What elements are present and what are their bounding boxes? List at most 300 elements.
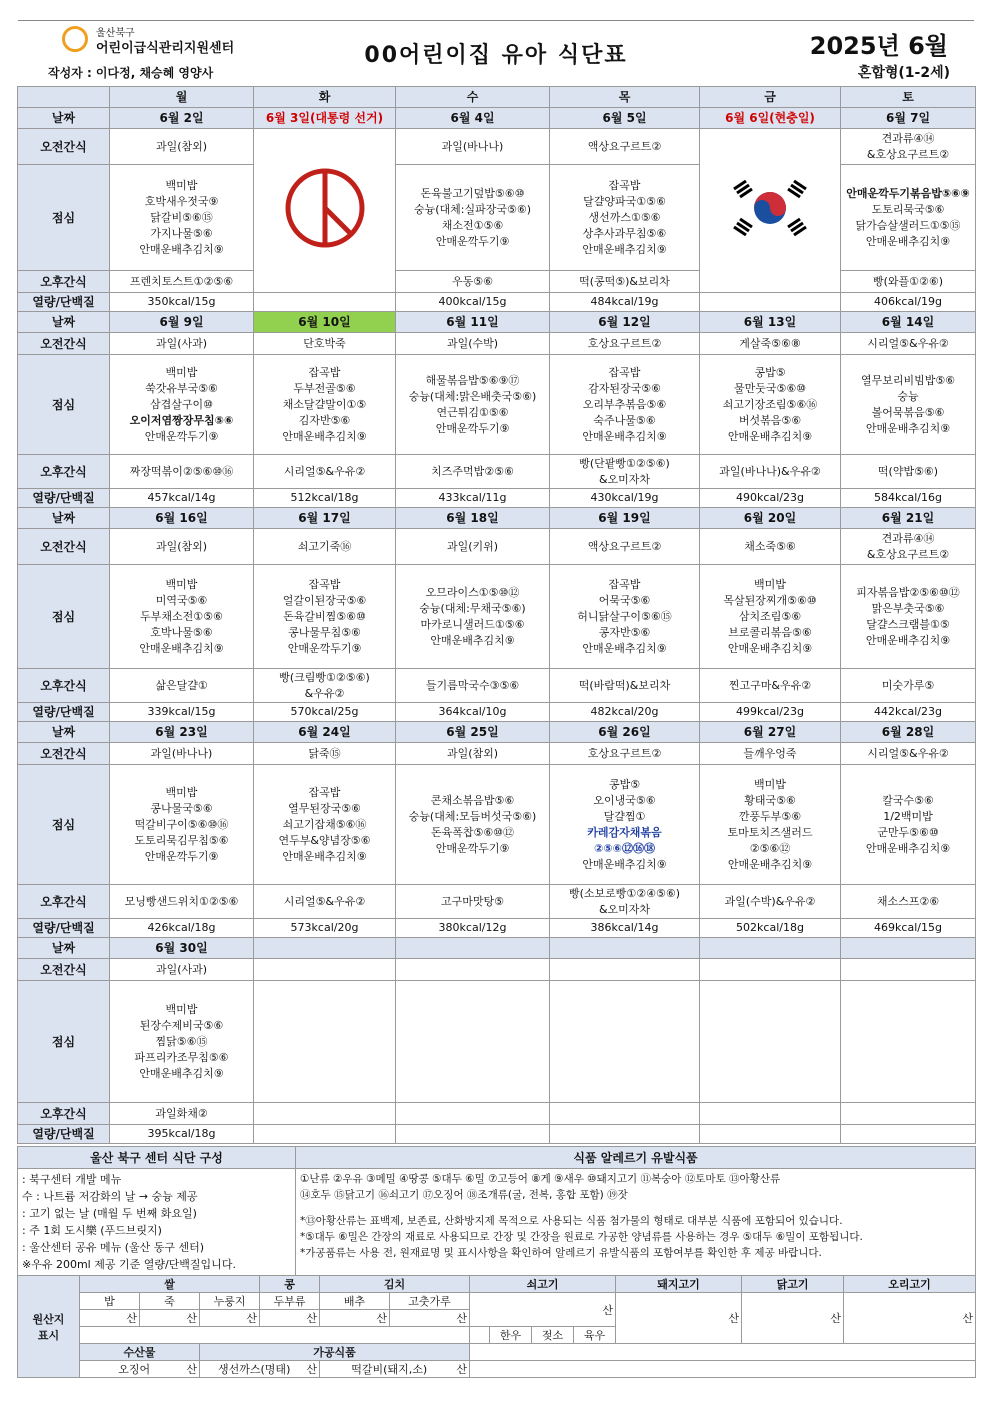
menu-item: 돈육갈비찜⑤⑥⑩ [283,609,366,623]
lunch-cell [110,165,254,271]
menu-item: 어묵국⑤⑥ [598,593,651,607]
menu-item: 달걀찜① [603,809,646,823]
legend-line: : 울산센터 공유 메뉴 (울산 동구 센터) [22,1241,205,1254]
legend-right-body [296,1169,976,1276]
pm-snack-cell: 치즈주먹밥②⑤⑥ [396,455,550,489]
menu-item: 카레감자채볶음 [587,825,662,839]
origin-value: 산 [844,1293,976,1344]
lunch-cell [700,565,841,669]
origin-chicken: 닭고기 [742,1276,844,1293]
day-header-thu: 목 [550,87,700,108]
lunch-cell [254,565,396,669]
legend-left-body [18,1169,296,1276]
origin-seafood: 수산물 [80,1344,200,1361]
lunch-cell [254,355,396,455]
menu-item: 닭갈비⑤⑥⑮ [150,210,213,224]
legend-table [17,1146,976,1276]
origin-value: 산 [260,1310,320,1327]
date-cell [254,938,396,959]
origin-value: 산 [742,1293,844,1344]
pm-snack-cell: 떡(콩떡⑤)&보리차 [550,271,700,293]
menu-item: 미역국⑤⑥ [155,593,208,607]
origin-value: 산 [470,1293,616,1327]
am-snack-cell [841,959,976,981]
menu-item: 쇠고기장조림⑤⑥⑯ [722,397,818,411]
am-snack-cell: 게살죽⑤⑥⑧ [700,333,841,355]
date-cell [396,938,550,959]
lunch-cell [700,355,841,455]
lunch-cell [550,765,700,885]
lunch-cell [254,981,396,1103]
menu-item: 연근튀김①⑤⑥ [436,405,509,419]
row-label-energy: 열량/단백질 [18,919,110,938]
row-label-date: 날짜 [18,722,110,743]
menu-item: 김자반⑤⑥ [298,413,351,427]
row-label-date: 날짜 [18,938,110,959]
menu-item: 잡곡밥 [308,577,341,591]
date-cell: 6월 4일 [396,108,550,129]
menu-item: 허니닭살구이⑤⑥⑮ [577,609,672,623]
menu-item: 백미밥 [754,577,786,591]
pm-snack-cell [550,455,700,489]
org-name: 어린이급식관리지원센터 [96,41,235,56]
pm-snack-cell: 과일화채② [110,1103,254,1125]
lunch-cell [841,981,976,1103]
day-header-fri: 금 [700,87,841,108]
origin-value: 산 [390,1310,470,1327]
lunch-cell [550,981,700,1103]
meal-plan-table [17,86,976,1144]
am-snack-cell [700,959,841,981]
row-label-am-snack: 오전간식 [18,743,110,765]
menu-item: 안매운배추김치⑨ [727,641,813,655]
am-snack-cell [550,959,700,981]
cell-text-line: 빵(소보로빵①②④⑤⑥) [568,886,681,900]
am-snack-cell: 과일(참외) [110,529,254,565]
origin-item: 밥 [80,1293,140,1310]
origin-processed-item: 생선까스(명태) 산 [200,1361,320,1378]
menu-item: 콩나물국⑤⑥ [150,801,213,815]
am-snack-cell: 들깨우엉죽 [700,743,841,765]
origin-table [17,1275,976,1378]
menu-item: 잡곡밥 [608,178,641,192]
origin-value: 산 [80,1310,140,1327]
date-cell: 6월 9일 [110,312,254,333]
menu-item: 백미밥 [165,178,198,192]
menu-item: 안매운배추김치⑨ [430,633,515,647]
lunch-cell [700,765,841,885]
energy-cell: 469kcal/15g [841,919,976,938]
menu-item: 안매운배추김치⑨ [865,633,951,647]
energy-cell: 350kcal/15g [110,293,254,312]
am-snack-cell: 닭죽⑮ [254,743,396,765]
menu-item: 오므라이스①⑤⑩⑫ [425,585,520,599]
menu-item: 된장수제비국⑤⑥ [139,1018,224,1032]
pm-snack-cell: 빵(와플①②⑥) [841,271,976,293]
pm-snack-cell: 떡(바람떡)&보리차 [550,669,700,703]
lunch-cell [110,981,254,1103]
pm-snack-cell: 모닝빵샌드위치①②⑤⑥ [110,885,254,919]
pm-snack-cell: 찐고구마&우유② [700,669,841,703]
row-label-lunch: 점심 [18,165,110,271]
energy-cell: 484kcal/19g [550,293,700,312]
origin-seafood-item: 오징어 산 [80,1361,200,1378]
row-label-date: 날짜 [18,508,110,529]
row-label-am-snack: 오전간식 [18,129,110,165]
am-snack-cell [841,529,976,565]
date-cell [841,938,976,959]
menu-item: 오리부추볶음⑤⑥ [582,397,667,411]
row-label-pm-snack: 오후간식 [18,669,110,703]
menu-item: 오이냉국⑤⑥ [593,793,656,807]
lunch-cell [550,165,700,271]
menu-item: 호박나물⑤⑥ [150,625,213,639]
menu-item: 맑은부춧국⑤⑥ [871,601,945,615]
pm-snack-cell: 과일(바나나)&우유② [700,455,841,489]
date-cell: 6월 20일 [700,508,841,529]
menu-item: 찜닭⑤⑥⑮ [155,1034,208,1048]
pm-snack-cell [550,1103,700,1125]
lunch-cell [550,565,700,669]
lunch-cell [841,355,976,455]
menu-item: 삼겹살구이⑩ [150,397,213,411]
menu-item: 잡곡밥 [308,785,341,799]
date-cell: 6월 14일 [841,312,976,333]
pm-snack-cell [550,885,700,919]
cell-text-line: &오미자차 [598,902,651,916]
date-cell: 6월 3일(대통령 선거) [254,108,396,129]
pm-snack-cell: 프렌치토스트①②⑤⑥ [110,271,254,293]
menu-item: 숭늉(대체:실파장국⑤⑥) [413,202,532,216]
row-label-energy: 열량/단백질 [18,293,110,312]
day-header-sat: 토 [841,87,976,108]
row-label-pm-snack: 오후간식 [18,455,110,489]
footer-section [17,1146,975,1382]
energy-cell [254,1125,396,1144]
origin-value: 산 [140,1310,200,1327]
pm-snack-cell: 삶은달걀① [110,669,254,703]
row-label-lunch: 점심 [18,765,110,885]
allergen-note: *⑤대두 ⑥밀은 간장의 재료로 사용되므로 간장 및 간장을 원료로 가공한 양념류를 사용하는 경우 ⑤대두 ⑥밀이 포함됩니다. [300,1231,863,1243]
day-header-mon: 월 [110,87,254,108]
row-label-date: 날짜 [18,108,110,129]
page-title: 00어린이집 유아 식단표 [364,43,628,68]
menu-item: 두부채소전①⑤⑥ [140,609,223,623]
energy-cell: 380kcal/12g [396,919,550,938]
pm-snack-cell [700,1103,841,1125]
row-label-pm-snack: 오후간식 [18,271,110,293]
menu-item: 안매운배추김치⑨ [865,421,951,435]
election-holiday-cell [254,129,396,293]
menu-item: 안매운깍두기⑨ [435,421,510,435]
menu-item: 상추사과무침⑤⑥ [582,226,667,240]
energy-cell [396,1125,550,1144]
row-label-am-snack: 오전간식 [18,959,110,981]
cell-text-line: 견과류④⑭ [881,131,935,145]
origin-item: 젖소 [532,1327,574,1344]
date-cell: 6월 24일 [254,722,396,743]
energy-cell: 512kcal/18g [254,489,396,508]
pm-snack-cell: 고구마맛탕⑤ [396,885,550,919]
am-snack-cell: 과일(사과) [110,333,254,355]
energy-cell [841,1125,976,1144]
lunch-cell [396,165,550,271]
menu-item: 숭늉(대체:무채국⑤⑥) [419,601,526,615]
menu-item: 백미밥 [165,365,198,379]
date-cell: 6월 5일 [550,108,700,129]
row-label-pm-snack: 오후간식 [18,1103,110,1125]
menu-item: 안매운배추김치⑨ [865,841,951,855]
origin-processed: 가공식품 [200,1344,470,1361]
menu-item: 안매운깍두기⑨ [435,234,510,248]
date-cell: 6월 25일 [396,722,550,743]
origin-empty [470,1361,976,1378]
korean-flag-icon [720,173,820,243]
menu-item: 생선까스①⑤⑥ [588,210,661,224]
energy-cell: 430kcal/19g [550,489,700,508]
energy-cell: 490kcal/23g [700,489,841,508]
day-header-tue: 화 [254,87,396,108]
lunch-cell [396,765,550,885]
pm-snack-cell: 시리얼⑤&우유② [254,455,396,489]
menu-item: 잡곡밥 [608,577,641,591]
origin-item: 고춧가루 [390,1293,470,1310]
menu-item: 백미밥 [165,577,198,591]
pm-snack-cell: 채소스프②⑥ [841,885,976,919]
menu-item: 돈육폭찹⑤⑥⑩⑫ [430,825,515,839]
am-snack-cell: 단호박죽 [254,333,396,355]
menu-item: 안매운깍두기⑨ [435,841,510,855]
lunch-cell [700,981,841,1103]
menu-item: 해물볶음밥⑤⑥⑨⑰ [425,373,520,387]
lunch-cell [550,355,700,455]
am-snack-cell: 과일(사과) [110,959,254,981]
legend-left-title: 울산 북구 센터 식단 구성 [18,1147,296,1169]
energy-cell: 573kcal/20g [254,919,396,938]
menu-item: 안매운배추김치⑨ [582,429,667,443]
menu-item: ②⑤⑥⑫⑯⑱ [594,841,655,855]
origin-beef: 쇠고기 [470,1276,616,1293]
author-line: 작성자 : 이다정, 채승혜 영양사 [48,66,214,80]
energy-cell: 457kcal/14g [110,489,254,508]
cell-text-line: &호상요구르트② [866,547,950,561]
row-label-pm-snack: 오후간식 [18,885,110,919]
date-cell: 6월 2일 [110,108,254,129]
energy-cell: 400kcal/15g [396,293,550,312]
menu-item: 백미밥 [165,785,198,799]
menu-item: 숭늉(대체:모듬버섯국⑤⑥) [408,809,537,823]
menu-item: 쑥갓유부국⑤⑥ [145,381,218,395]
lunch-cell [110,355,254,455]
energy-cell [550,1125,700,1144]
energy-cell: 570kcal/25g [254,703,396,722]
lunch-cell [841,165,976,271]
menu-item: 볼어묵볶음⑤⑥ [871,405,945,419]
org-small-label: 울산북구 [96,28,135,39]
row-label-energy: 열량/단백질 [18,489,110,508]
origin-kimchi: 김치 [320,1276,470,1293]
menu-item: 열무된장국⑤⑥ [288,801,361,815]
am-snack-cell: 호상요구르트② [550,743,700,765]
menu-item: 안매운배추김치⑨ [282,849,367,863]
energy-cell [700,1125,841,1144]
menu-item: 마카로니샐러드①⑤⑥ [420,617,525,631]
origin-item: 두부류 [260,1293,320,1310]
menu-item: 콩밥⑤ [754,365,786,379]
menu-item: 안매운배추김치⑨ [139,242,224,256]
menu-item: 도토리묵김무침⑤⑥ [134,833,229,847]
menu-item: 목살된장찌개⑤⑥⑩ [723,593,817,607]
pm-snack-cell: 떡(약밥⑤⑥) [841,455,976,489]
legend-line: : 북구센터 개발 메뉴 [22,1173,122,1186]
energy-cell: 395kcal/18g [110,1125,254,1144]
menu-item: 숭늉(대체:맑은배춧국⑤⑥) [408,389,537,403]
menu-item: 깐풍두부⑤⑥ [738,809,802,823]
lunch-cell [110,565,254,669]
origin-value: 산 [200,1310,260,1327]
row-label-energy: 열량/단백질 [18,1125,110,1144]
am-snack-cell: 과일(바나나) [110,743,254,765]
origin-empty [80,1327,470,1344]
menu-item: 안매운깍두기볶음밥⑤⑥⑨ [846,186,970,200]
am-snack-cell: 과일(참외) [110,129,254,165]
origin-item: 배추 [320,1293,390,1310]
menu-item: 채소달걀말이①⑤ [282,397,367,411]
cell-text-line: 빵(크림빵①②⑤⑥) [279,670,370,684]
menu-item: 삼치조림⑤⑥ [738,609,802,623]
lunch-cell [254,765,396,885]
menu-item: 콘채소볶음밥⑤⑥ [430,793,515,807]
energy-cell: 433kcal/11g [396,489,550,508]
row-label-lunch: 점심 [18,981,110,1103]
menu-item: 도토리묵국⑤⑥ [871,202,945,216]
origin-value: 산 [616,1293,742,1344]
date-cell: 6월 13일 [700,312,841,333]
origin-rice: 쌀 [80,1276,260,1293]
date-cell: 6월 27일 [700,722,841,743]
year-month-title: 2025년 6월 [809,32,948,60]
am-snack-cell: 액상요구르트② [550,129,700,165]
cell-text-line: 빵(단팥빵①②⑤⑥) [579,456,670,470]
legend-line: ※우유 200ml 제공 기준 열량/단백질입니다. [22,1258,236,1271]
menu-item: 닭가슴살샐러드①⑤⑮ [855,218,961,232]
date-cell: 6월 11일 [396,312,550,333]
date-cell: 6월 19일 [550,508,700,529]
origin-item: 누룽지 [200,1293,260,1310]
menu-item: 채소전①⑤⑥ [441,218,504,232]
menu-item: 숭늉 [897,389,919,403]
cell-text-line: 견과류④⑭ [881,531,935,545]
date-cell: 6월 17일 [254,508,396,529]
date-cell: 6월 28일 [841,722,976,743]
menu-type: 혼합형(1-2세) [857,65,950,81]
menu-item: 돈육불고기덮밥⑤⑥⑩ [420,186,525,200]
energy-cell: 502kcal/18g [700,919,841,938]
legend-line: 수 : 나트륨 저감화의 날 → 숭늉 제공 [22,1190,198,1203]
menu-item: 잡곡밥 [608,365,641,379]
day-header-wed: 수 [396,87,550,108]
row-label-energy: 열량/단백질 [18,703,110,722]
date-cell: 6월 23일 [110,722,254,743]
cell-text-line: &오미자차 [598,472,651,486]
origin-bean: 콩 [260,1276,320,1293]
allergen-note: *⑬아황산류는 표백제, 보존료, 산화방지제 목적으로 사용되는 식품 첨가물의 형태로 대부분 식품에 포함되어 있습니다. [300,1215,843,1227]
am-snack-cell [396,959,550,981]
am-snack-cell [254,959,396,981]
energy-cell: 442kcal/23g [841,703,976,722]
menu-item: 안매운배추김치⑨ [727,857,813,871]
menu-item: 열무보리비빔밥⑤⑥ [860,373,956,387]
menu-item: 브로콜리볶음⑤⑥ [728,625,812,639]
am-snack-cell: 시리얼⑤&우유② [841,333,976,355]
menu-item: 콩자반⑤⑥ [598,625,651,639]
am-snack-cell: 액상요구르트② [550,529,700,565]
date-cell: 6월 16일 [110,508,254,529]
legend-line: : 주 1회 도시樂 (푸드브릿지) [22,1224,162,1237]
am-snack-cell: 과일(키위) [396,529,550,565]
menu-item: 떡갈비구이⑤⑥⑩⑯ [134,817,229,831]
row-label-lunch: 점심 [18,355,110,455]
menu-item: 안매운배추김치⑨ [865,234,951,248]
cell-text-line: &호상요구르트② [866,147,950,161]
origin-item: 육우 [574,1327,616,1344]
pm-snack-cell: 과일(수박)&우유② [700,885,841,919]
menu-item: 안매운깍두기⑨ [144,429,219,443]
am-snack-cell: 쇠고기죽⑯ [254,529,396,565]
menu-item: 얼갈이된장국⑤⑥ [282,593,367,607]
pm-snack-cell: 들기름막국수③⑤⑥ [396,669,550,703]
date-cell: 6월 21일 [841,508,976,529]
pm-snack-cell [841,1103,976,1125]
menu-item: 백미밥 [165,1002,198,1016]
origin-empty [470,1327,490,1344]
energy-cell: 426kcal/18g [110,919,254,938]
lunch-cell [396,565,550,669]
menu-item: 안매운배추김치⑨ [139,1066,224,1080]
allergen-line: ⑭호두 ⑮닭고기 ⑯쇠고기 ⑰오징어 ⑱조개류(굴, 전복, 홍합 포함) ⑲잣 [300,1189,628,1201]
origin-processed-item: 떡갈비(돼지,소) 산 [320,1361,470,1378]
am-snack-cell: 호상요구르트② [550,333,700,355]
origin-duck: 오리고기 [844,1276,976,1293]
legend-line: : 고기 없는 날 (매월 두 번째 화요일) [22,1207,197,1220]
allergen-line: ①난류 ②우유 ③메밀 ④땅콩 ⑤대두 ⑥밀 ⑦고등어 ⑧게 ⑨새우 ⑩돼지고기 ⑪복숭아 ⑫토마토 ⑬아황산류 [300,1173,781,1185]
date-cell: 6월 10일 [254,312,396,333]
energy-cell: 499kcal/23g [700,703,841,722]
pm-snack-cell: 미숫가루⑤ [841,669,976,703]
pm-snack-cell: 우동⑤⑥ [396,271,550,293]
row-label-am-snack: 오전간식 [18,333,110,355]
menu-item: 달걀스크램블①⑤ [866,617,950,631]
menu-item: 안매운배추김치⑨ [282,429,367,443]
menu-item: 버섯볶음⑤⑥ [738,413,802,427]
menu-item: 물만둣국⑤⑥⑩ [733,381,807,395]
am-snack-cell [841,129,976,165]
pm-snack-cell: 짜장떡볶이②⑤⑥⑩⑯ [110,455,254,489]
menu-item: 백미밥 [754,777,786,791]
lunch-cell [110,765,254,885]
energy-cell: 584kcal/16g [841,489,976,508]
origin-pork: 돼지고기 [616,1276,742,1293]
menu-item: 연두부&양념장⑤⑥ [278,833,371,847]
menu-item: 호박새우젓국⑨ [144,194,219,208]
menu-item: 가지나물⑤⑥ [150,226,213,240]
row-label-lunch: 점심 [18,565,110,669]
lunch-cell [396,981,550,1103]
menu-item: 안매운배추김치⑨ [582,857,667,871]
origin-value: 산 [320,1310,390,1327]
menu-item: 콩나물무침⑤⑥ [288,625,361,639]
menu-item: 안매운배추김치⑨ [582,641,667,655]
